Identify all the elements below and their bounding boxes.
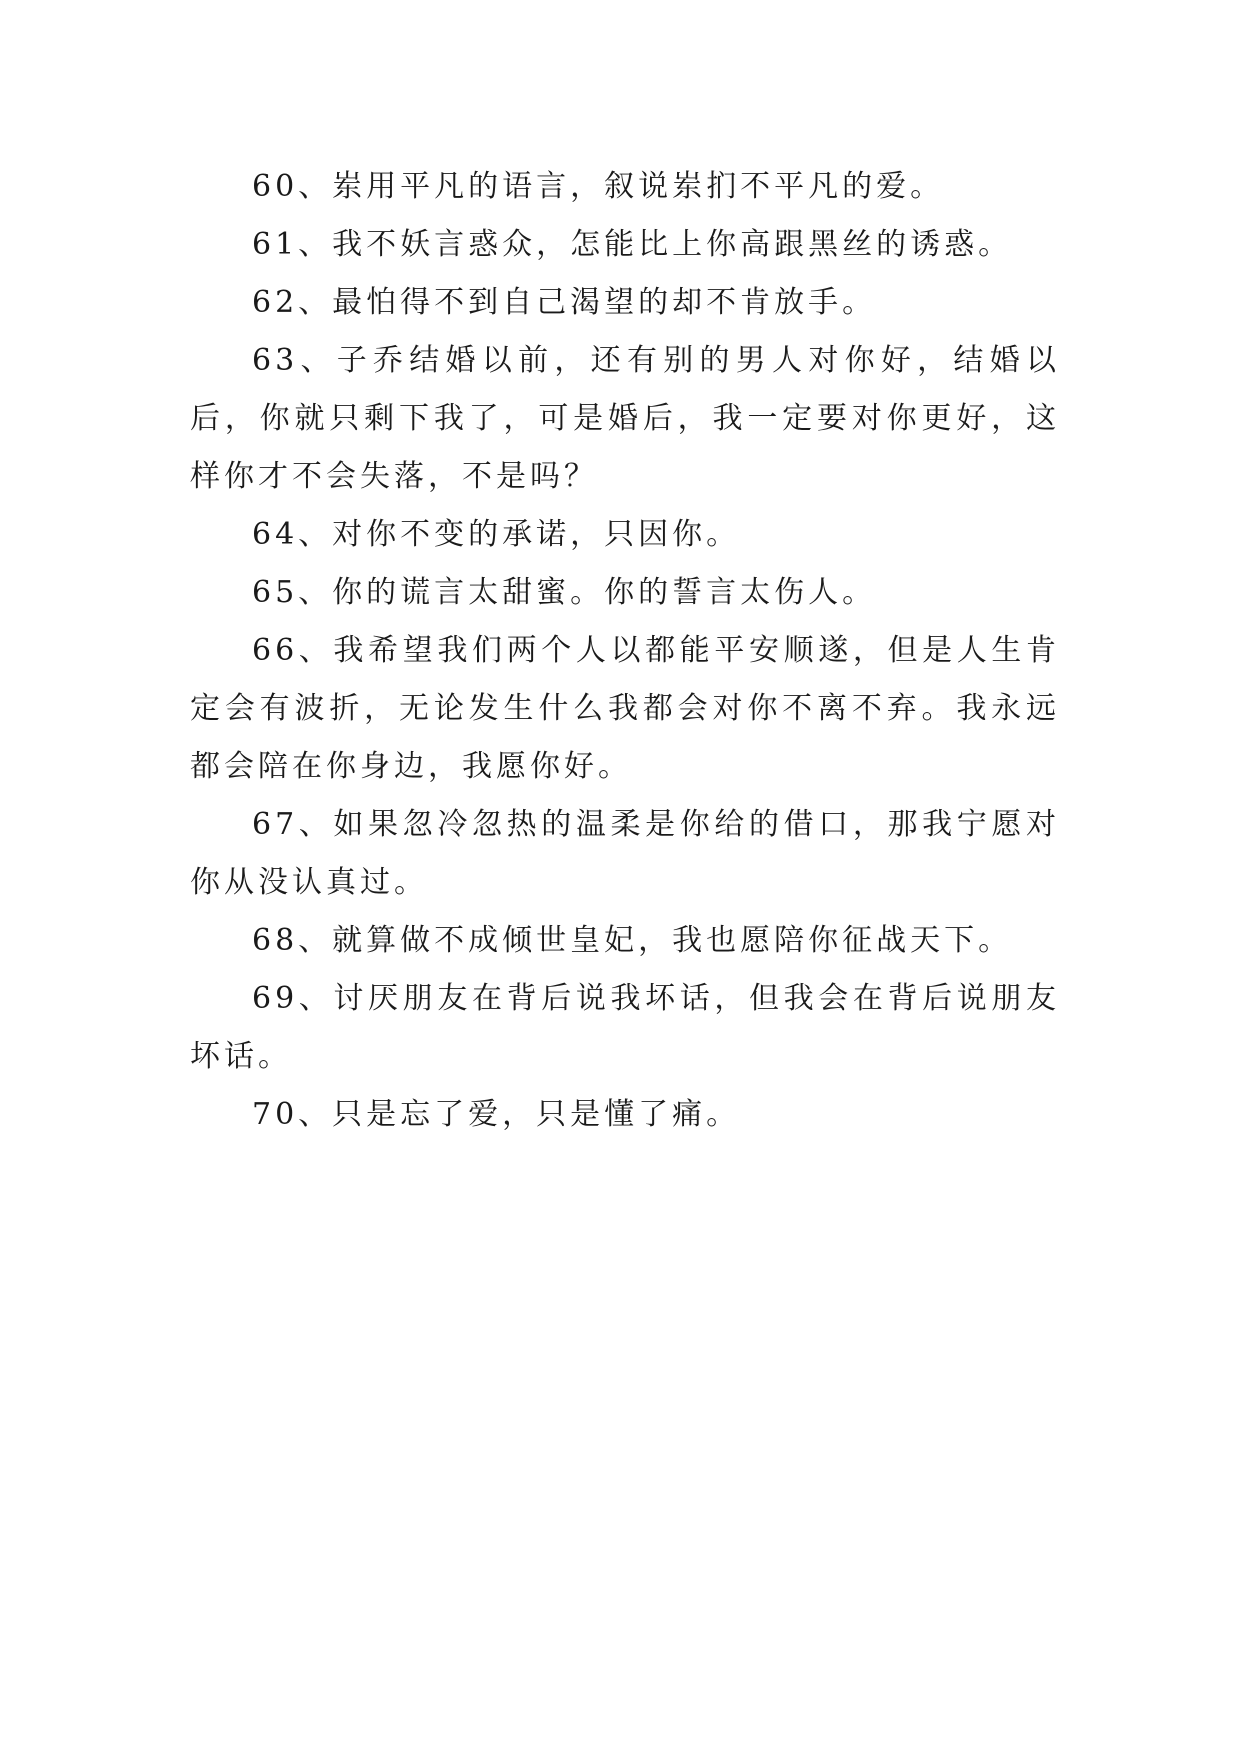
paragraph-64: 64、对你不变的承诺，只因你。: [252, 517, 741, 552]
paragraph-61: 61、我不妖言惑众，怎能比上你高跟黑丝的诱惑。: [252, 227, 1013, 262]
document-body: [190, 158, 1060, 1144]
paragraph-69: 69、讨厌朋友在背后说我坏话，但我会在背后说朋友坏话。: [190, 981, 1060, 1074]
paragraph-68: 68、就算做不成倾世皇妃，我也愿陪你征战天下。: [252, 923, 1013, 958]
paragraph-67: 67、如果忽冷忽热的温柔是你给的借口，那我宁愿对你从没认真过。: [190, 807, 1060, 900]
paragraph-63: 63、子乔结婚以前，还有别的男人对你好，结婚以后，你就只剩下我了，可是婚后，我一定要对你更好，这样你才不会失落，不是吗？: [190, 343, 1060, 494]
paragraph-60: 60、岽用平凡的语言，叙说岽扪不平凡的爱。: [252, 169, 945, 204]
paragraph-65: 65、你的谎言太甜蜜。你的誓言太伤人。: [252, 575, 877, 610]
paragraph-70: 70、只是忘了爱，只是懂了痛。: [252, 1097, 741, 1132]
paragraph-66: 66、我希望我们两个人以都能平安顺遂，但是人生肯定会有波折，无论发生什么我都会对你不离不弃。我永远都会陪在你身边，我愿你好。: [190, 633, 1060, 784]
paragraph-62: 62、最怕得不到自己渴望的却不肯放手。: [252, 285, 877, 320]
